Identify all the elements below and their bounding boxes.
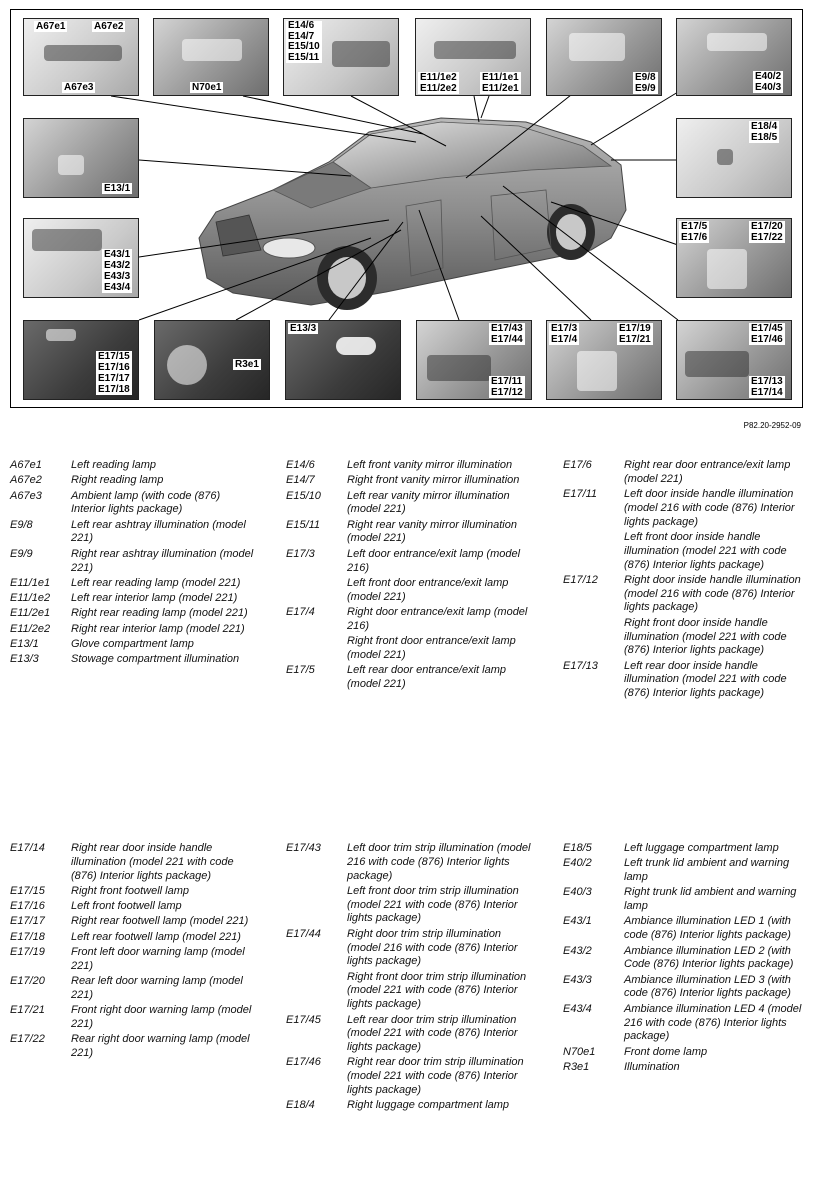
legend-row	[10, 548, 255, 576]
legend-code: A67e3	[10, 489, 42, 502]
legend-description: Left door entrance/exit lamp (model 216)	[347, 547, 521, 574]
legend-code: E17/11	[563, 488, 598, 501]
legend-code: E43/1	[563, 915, 592, 928]
callout-label: E17/45 E17/46	[751, 323, 783, 345]
legend-description: Left luggage compartment lamp	[624, 842, 779, 854]
legend-row	[10, 842, 255, 883]
legend-code	[563, 617, 624, 658]
figure-reference: P82.20-2952-09	[743, 421, 801, 430]
inset-cupholder-illumination	[154, 320, 270, 400]
legend-description: Left rear ashtray illumination (model 221)	[71, 518, 246, 545]
legend-row	[10, 577, 255, 591]
legend-description: Right rear interior lamp (model 221)	[71, 622, 245, 635]
legend-row	[563, 857, 808, 885]
legend-code: E14/7	[286, 474, 315, 487]
legend-code: E17/19	[10, 946, 45, 959]
legend-code: E15/10	[286, 489, 321, 502]
callout-label: E43/1 E43/2 E43/3 E43/4	[104, 249, 131, 293]
legend-row	[10, 1033, 255, 1061]
legend-description: Front right door warning lamp (model 221)	[71, 1004, 252, 1031]
legend-code: E11/2e2	[10, 622, 51, 635]
inset-stowage-compartment	[285, 320, 401, 400]
inset-rear-door-entrance	[676, 218, 792, 298]
legend-row	[10, 931, 255, 945]
legend-code	[286, 971, 347, 1012]
callout-label: E11/1e1 E11/2e1	[482, 72, 519, 94]
legend-description: Right rear door trim strip illumination (model 221 with code (876) Interior lights package)	[347, 1056, 524, 1097]
legend-description: Right front door trim strip illumination (model 221 with code (876) Interior lights package)	[347, 970, 527, 1011]
inset-front-door-entrance	[546, 320, 662, 400]
legend-row	[286, 606, 531, 634]
legend-column-3	[563, 459, 808, 703]
legend-description: Right rear reading lamp (model 221)	[71, 607, 248, 620]
callout-label: N70e1	[192, 82, 222, 93]
legend-row	[10, 885, 255, 899]
legend-description: Right reading lamp	[71, 474, 164, 487]
legend-code: E17/15	[10, 884, 45, 897]
inset-luggage-compartment	[676, 118, 792, 198]
legend-code: E17/13	[563, 659, 598, 672]
legend-code: E17/43	[286, 842, 321, 854]
legend-column-4	[10, 842, 255, 1062]
legend-row	[10, 638, 255, 652]
inset-ashtray-illumination	[546, 18, 662, 96]
legend-code: E17/3	[286, 547, 315, 560]
legend-column-5	[286, 842, 531, 1115]
legend-description: Right trunk lid ambient and warning lamp	[624, 886, 797, 913]
callout-label: E17/5 E17/6	[681, 221, 708, 243]
legend-column-6	[563, 842, 808, 1076]
legend-description: Ambiance illumination LED 4 (model 216 with code (876) Interior lights package)	[624, 1002, 802, 1043]
legend-row	[563, 1003, 808, 1044]
legend-code: E11/2e1	[10, 607, 51, 620]
legend-code: E11/1e1	[10, 576, 51, 589]
legend-description: Front left door warning lamp (model 221)	[71, 946, 245, 972]
legend-code: E17/5	[286, 664, 315, 677]
legend-row	[10, 592, 255, 606]
legend-code: E17/20	[10, 975, 45, 988]
legend-row	[286, 635, 531, 663]
legend-row	[10, 975, 255, 1003]
legend-row	[286, 885, 531, 926]
legend-row	[10, 474, 255, 488]
legend-row	[10, 900, 255, 914]
callout-label: E17/15 E17/16 E17/17 E17/18	[98, 351, 130, 395]
legend-row	[10, 946, 255, 974]
legend-description: Right front footwell lamp	[71, 884, 189, 897]
legend-description: Left front door entrance/exit lamp (model 221)	[347, 576, 509, 603]
callout-label: E17/13 E17/14	[751, 376, 783, 398]
legend-description: Left reading lamp	[71, 459, 156, 471]
legend-row	[286, 971, 531, 1012]
legend-description: Left door inside handle illumination (model 216 with code (876) Interior lights package)	[624, 488, 795, 528]
legend-code: E18/4	[286, 1099, 315, 1112]
legend-description: Glove compartment lamp	[71, 638, 194, 651]
legend-row	[286, 548, 531, 576]
legend-code: E17/14	[10, 842, 45, 854]
legend-description: Left rear door inside handle illumination (model 221 with code (876) Interior lights package)	[624, 659, 787, 700]
callout-label: E13/1	[104, 183, 131, 194]
legend-row	[10, 1004, 255, 1032]
legend-code: E15/11	[286, 518, 321, 531]
legend-description: Left door trim strip illumination (model 216 with code (876) Interior lights package)	[347, 842, 531, 882]
legend-code: E17/18	[10, 930, 45, 943]
legend-description: Right rear door entrance/exit lamp (model 221)	[624, 459, 791, 485]
legend-code: N70e1	[563, 1045, 596, 1058]
inset-rear-reading-lamps	[415, 18, 531, 96]
legend-description: Left rear vanity mirror illumination (model 221)	[347, 489, 510, 516]
legend-description: Left front door trim strip illumination (model 221 with code (876) Interior lights package)	[347, 884, 519, 925]
legend-row	[286, 490, 531, 518]
legend-description: Right rear footwell lamp (model 221)	[71, 915, 249, 928]
legend-code: E40/2	[563, 857, 592, 870]
callout-label: E11/1e2 E11/2e2	[420, 72, 457, 94]
legend-row	[286, 459, 531, 473]
legend-description: Stowage compartment illumination	[71, 653, 240, 666]
legend-row	[286, 664, 531, 692]
legend-row	[286, 577, 531, 605]
legend-row	[286, 519, 531, 547]
callout-label: E9/8 E9/9	[635, 72, 656, 94]
legend-description: Left rear reading lamp (model 221)	[71, 576, 241, 589]
inset-glove-compartment	[23, 118, 139, 198]
legend-code: E17/46	[286, 1056, 321, 1069]
legend-row	[10, 623, 255, 637]
legend-row	[563, 459, 808, 487]
legend-code: E13/3	[10, 653, 39, 666]
legend-description: Rear right door warning lamp (model 221)	[71, 1033, 250, 1060]
legend-description: Right front vanity mirror illumination	[347, 474, 520, 487]
inset-footwell-lamps	[23, 320, 139, 400]
legend-row	[563, 660, 808, 701]
callout-label: E17/3 E17/4	[551, 323, 578, 345]
legend-row	[563, 886, 808, 914]
legend-code	[286, 635, 347, 663]
legend-row	[286, 842, 531, 883]
legend-row	[10, 653, 255, 667]
inset-reading-lamps	[23, 18, 139, 96]
legend-code: E17/44	[286, 927, 321, 940]
callout-label: E17/43 E17/44	[491, 323, 523, 345]
legend-code: E17/16	[10, 900, 45, 913]
legend-description: Ambiance illumination LED 1 (with code (876) Interior lights package)	[624, 915, 791, 942]
legend-code: A67e1	[10, 459, 42, 471]
legend-row	[563, 974, 808, 1002]
legend-code: E11/1e2	[10, 592, 51, 605]
legend-description: Ambiance illumination LED 3 (with code (876) Interior lights package)	[624, 973, 791, 1000]
callout-label: E40/2 E40/3	[755, 71, 782, 93]
legend-description: Right luggage compartment lamp	[347, 1099, 510, 1112]
legend-description: Right rear door inside handle illumination (model 221 with code (876) Interior lights package)	[71, 842, 234, 882]
component-location-figure	[10, 9, 803, 408]
legend-code: E43/4	[563, 1002, 592, 1015]
legend-code: E17/17	[10, 915, 45, 928]
callout-label: E18/4 E18/5	[751, 121, 778, 143]
callout-label: A67e1	[36, 21, 66, 32]
legend-row	[563, 488, 808, 529]
callout-label: A67e2	[94, 21, 124, 32]
legend-row	[10, 607, 255, 621]
legend-code: E40/3	[563, 886, 592, 899]
legend-row	[286, 474, 531, 488]
callout-label: R3e1	[235, 359, 259, 370]
legend-row	[10, 459, 255, 473]
legend-row	[563, 1061, 808, 1075]
legend-row	[563, 915, 808, 943]
legend-description: Left rear door trim strip illumination (model 221 with code (876) Interior lights package)	[347, 1013, 518, 1054]
legend-description: Left front vanity mirror illumination	[347, 459, 513, 471]
legend-description: Ambient lamp (with code (876) Interior lights package)	[71, 489, 221, 516]
legend-description: Illumination	[624, 1060, 680, 1073]
legend-code: E17/45	[286, 1013, 321, 1026]
legend-code	[286, 577, 347, 605]
inset-ambiance-leds	[23, 218, 139, 298]
legend-description: Left rear interior lamp (model 221)	[71, 592, 238, 605]
legend-description: Left trunk lid ambient and warning lamp	[624, 857, 790, 884]
legend-code: E17/21	[10, 1004, 45, 1017]
legend-code	[563, 531, 624, 572]
legend-code: E17/4	[286, 605, 315, 618]
callout-label: E17/20 E17/22	[751, 221, 783, 243]
legend-description: Right door trim strip illumination (model 216 with code (876) Interior lights package)	[347, 927, 518, 968]
legend-column-2	[286, 459, 531, 693]
legend-description: Right door entrance/exit lamp (model 216)	[347, 605, 528, 632]
legend-row	[286, 1099, 531, 1113]
legend-description: Ambiance illumination LED 2 (with Code (876) Interior lights package)	[624, 944, 794, 971]
legend-code: E43/2	[563, 944, 592, 957]
legend-description: Right rear vanity mirror illumination (model 221)	[347, 518, 517, 545]
legend-row	[563, 574, 808, 615]
callout-label: A67e3	[64, 82, 94, 93]
legend-description: Left rear door entrance/exit lamp (model 221)	[347, 664, 506, 690]
legend-description: Right front door entrance/exit lamp (model 221)	[347, 635, 516, 661]
inset-front-door-trim	[416, 320, 532, 400]
legend-row	[10, 490, 255, 518]
legend-code: E18/5	[563, 842, 592, 854]
inset-rear-door-trim	[676, 320, 792, 400]
legend-code: E9/8	[10, 518, 33, 531]
legend-row	[286, 928, 531, 969]
legend-row	[286, 1014, 531, 1055]
legend-code: A67e2	[10, 474, 42, 487]
inset-front-dome-lamp	[153, 18, 269, 96]
callout-label: E17/11 E17/12	[491, 376, 523, 398]
legend-column-1	[10, 459, 255, 669]
legend-description: Front dome lamp	[624, 1045, 708, 1058]
legend-row	[10, 519, 255, 547]
legend-row	[10, 915, 255, 929]
legend-description: Right door inside handle illumination (model 216 with code (876) Interior lights package)	[624, 573, 801, 614]
legend-code: E13/1	[10, 638, 39, 651]
legend-row	[563, 1046, 808, 1060]
legend-code: E17/6	[563, 459, 592, 471]
legend-row	[563, 842, 808, 856]
legend-description: Right front door inside handle illumination (model 221 with code (876) Interior lights package)	[624, 616, 787, 657]
inset-vanity-mirror	[283, 18, 399, 96]
legend-description: Left front door inside handle illumination (model 221 with code (876) Interior lights package)	[624, 530, 787, 571]
legend-description: Right rear ashtray illumination (model 221)	[71, 547, 254, 574]
legend-row	[286, 1056, 531, 1097]
callout-label: E13/3	[290, 323, 317, 334]
legend-code: E14/6	[286, 459, 315, 471]
legend-description: Rear left door warning lamp (model 221)	[71, 975, 243, 1001]
legend-code: E17/12	[563, 573, 598, 586]
callout-label: E17/19 E17/21	[619, 323, 651, 345]
legend-description: Left front footwell lamp	[71, 900, 182, 913]
legend-row	[563, 617, 808, 658]
legend-description: Left rear footwell lamp (model 221)	[71, 930, 241, 943]
legend-code: E9/9	[10, 547, 33, 560]
legend-code: R3e1	[563, 1060, 590, 1073]
legend-code	[286, 885, 347, 926]
legend-code: E43/3	[563, 973, 592, 986]
legend-code: E17/22	[10, 1033, 45, 1046]
vanity-labels: E14/6 E14/7 E15/10 E15/11	[288, 20, 320, 63]
legend-row	[563, 531, 808, 572]
inset-trunk-lid-lamp	[676, 18, 792, 96]
legend-row	[563, 945, 808, 973]
